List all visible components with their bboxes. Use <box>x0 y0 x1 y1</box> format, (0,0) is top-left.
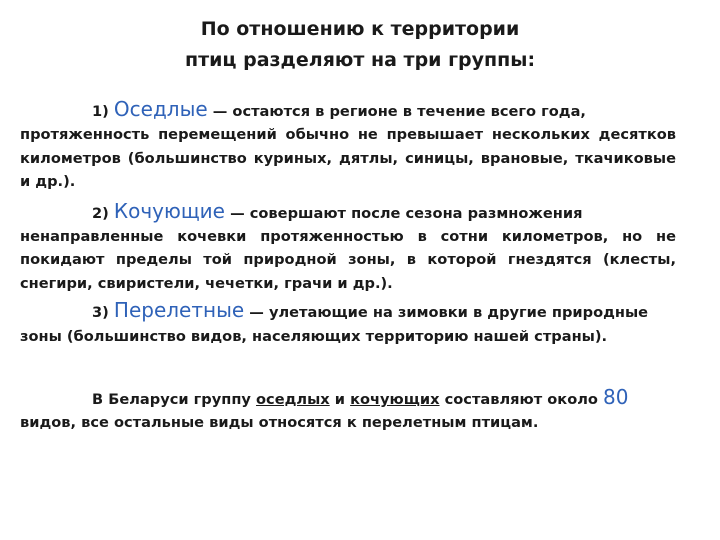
group-2-term: Кочующие <box>113 198 225 223</box>
group-2-definition: — совершают после сезона размножения <box>225 204 583 222</box>
summary-paragraph <box>20 386 676 435</box>
summary-continuation: видов, все остальные виды относятся к перелетным птицам. <box>20 414 539 432</box>
group-1-number: 1) <box>92 103 109 120</box>
summary-kochuyushchikh: кочующих <box>350 391 440 409</box>
summary-and: и <box>329 391 351 409</box>
group-3-term: Перелетные <box>113 298 245 323</box>
group-3-continuation: зоны (большинство видов, населяющих территорию нашей страны). <box>20 327 608 345</box>
group-3-definition: — улетающие на зимовки в другие природные <box>244 304 649 322</box>
group-kochuyushchie <box>20 200 676 296</box>
group-1-term: Оседлые <box>113 97 208 121</box>
group-oseldye <box>20 98 676 194</box>
title-line-2: птиц разделяют на три группы: <box>184 49 536 71</box>
group-1-first-line <box>20 98 676 123</box>
summary-first-line <box>20 386 676 411</box>
title-line-1: По отношению к территории <box>200 18 520 40</box>
slide-body <box>20 98 676 435</box>
summary-oseldykh: оседлых <box>256 391 330 409</box>
group-2-number: 2) <box>92 204 109 222</box>
group-1-continuation: протяженность перемещений обычно не превышает нескольких десятков километров (большинство куриных, дятлы, синицы, врановые, ткачиковые и др.). <box>20 126 676 191</box>
summary-text-2: составляют около <box>439 391 604 409</box>
slide-title <box>0 14 720 76</box>
group-3-number: 3) <box>92 304 109 322</box>
group-2-first-line <box>20 200 676 225</box>
group-pereletnye <box>20 299 676 348</box>
summary-text-1: В Беларуси группу <box>92 391 257 409</box>
summary-number: 80 <box>603 385 629 410</box>
group-3-first-line <box>20 299 676 324</box>
group-1-definition: — остаются в регионе в течение всего года, <box>207 103 586 120</box>
group-2-continuation: ненаправленные кочевки протяженностью в сотни километров, но не покидают пределы той природной зоны, в которой гнездятся (клесты, снегири, свиристели, чечетки, грачи и др.). <box>20 228 676 292</box>
